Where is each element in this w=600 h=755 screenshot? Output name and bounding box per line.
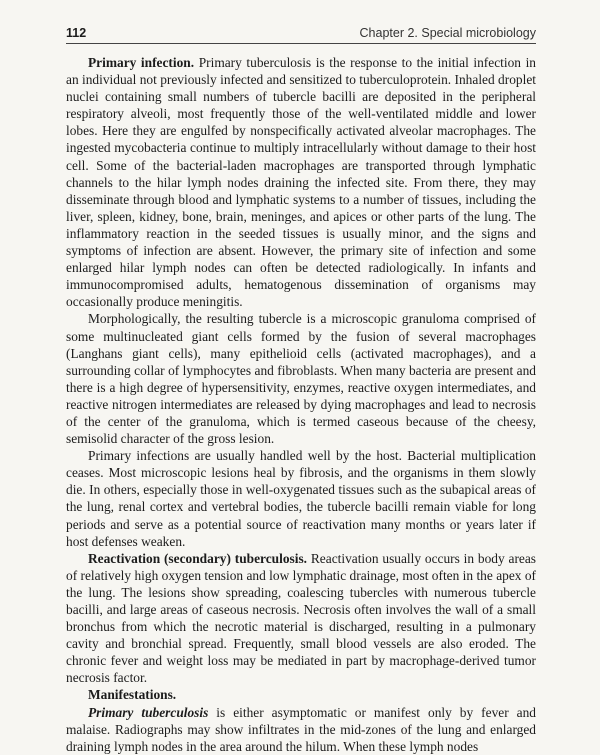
body-text bbox=[66, 54, 536, 755]
paragraph-text: Reactivation usually occurs in body areas of relatively high oxygen tension and low lymphatic drainage, most often in the apex of the lung. The lesions show spreading, coalescing tubercles with numerous tubercle bacilli, and large areas of caseous necrosis. Necrosis often involves the wall of a small bronchus from which the necrotic material is discharged, resulting in a pulmonary cavity and bronchial spread. Frequently, small blood vessels are also eroded. The chronic fever and weight loss may be mediated in part by macrophage-derived tumor necrosis factor. bbox=[66, 550, 537, 686]
paragraph-text: Primary infections are usually handled well by the host. Bacterial multiplication ceases. Most microscopic lesions heal by fibrosis, and the organisms in them slowly die. In others, especially those in well-oxygenated tissues such as the subapical areas of the lung, renal cortex and vertebral bodies, the tubercle bacilli remain viable for long periods and serve as a potential source of reactivation many months or years later if host defenses weaken. bbox=[66, 448, 536, 549]
paragraph-lead: Primary infection. bbox=[88, 55, 195, 70]
section-heading-manifestations bbox=[66, 686, 536, 703]
running-header bbox=[66, 22, 536, 44]
paragraph-primary-infection bbox=[66, 54, 536, 310]
chapter-title: Chapter 2. Special microbiology bbox=[359, 26, 536, 40]
paragraph-primary-outcome bbox=[66, 447, 536, 550]
paragraph-primary-tuberculosis bbox=[66, 704, 536, 755]
paragraph-morphology bbox=[66, 310, 536, 447]
page-number: 112 bbox=[66, 26, 87, 40]
paragraph-lead: Reactivation (secondary) tuberculosis. bbox=[88, 550, 308, 566]
section-heading: Manifestations. bbox=[88, 687, 177, 703]
paragraph-lead: Primary tuberculosis bbox=[88, 704, 209, 720]
paragraph-text: Morphologically, the resulting tubercle is a microscopic granuloma comprised of some multinucleated giant cells formed by the fusion of several macrophages (Langhans giant cells), many epithelioid cells (activated macrophages), and a surrounding collar of lymphocytes and fibroblasts. When many bacteria are present and there is a high degree of hypersensitivity, enzymes, reactive oxygen intermediates, and reactive nitrogen intermediates are released by dying macrophages and lead to necrosis of the center of the granuloma, which is termed caseous because of the cheesy, semisolid character of the gross lesion. bbox=[66, 311, 536, 447]
paragraph-text: is either asymptomatic or manifest only by fever and malaise. Radiographs may show infiltrates in the mid-zones of the lung and enlarged draining lymph nodes in the area around the hilum. When these lymph nodes bbox=[66, 704, 536, 754]
paragraph-reactivation bbox=[66, 550, 536, 687]
paragraph-text: Primary tuberculosis is the response to the initial infection in an individual not previously infected and sensitized to tuberculoprotein. Inhaled droplet nuclei containing small numbers of tubercle bacilli are deposited in the peripheral respiratory alveoli, most frequently those of the well-ventilated middle and lower lobes. Here they are engulfed by nonspecifically activated alveolar macrophages. The ingested mycobacteria continue to multiply intracellularly without damage to their host cell. Some of the bacterial-laden macrophages are transported through lymphatic channels to the hilar lymph nodes draining the infected site. From there, they may disseminate through blood and lymphatic systems to a number of tissues, including the liver, spleen, kidney, bone, brain, meninges, and apices or other parts of the lung. The inflammatory reaction in the seeded tissues is usually minor, and the signs and symptoms of infection are absent. However, the primary site of infection and some enlarged hilar lymph nodes can often be detected radiologically. In infants and immunocompromised adults, hematogenous dissemination of organisms may occasionally produce meningitis. bbox=[66, 55, 536, 310]
